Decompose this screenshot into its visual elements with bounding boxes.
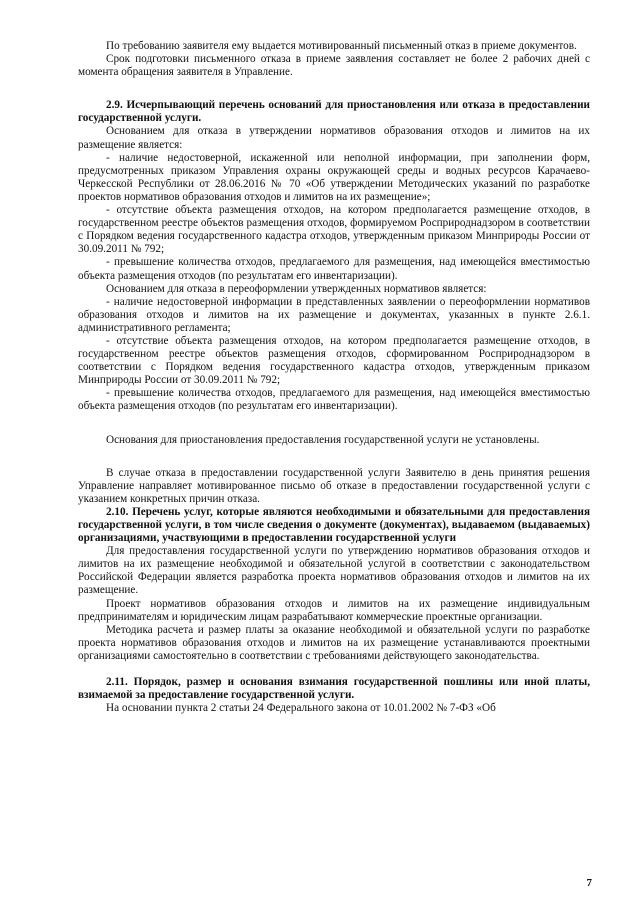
paragraph-refusal-deadline: Срок подготовки письменного отказа в приеме заявления составляет не более 2 рабочих дней с момента обращения заявителя в Управление. xyxy=(78,53,590,79)
paragraph-fee-method: Методика расчета и размер платы за оказание необходимой и обязательной услуги по разработке проекта нормативов образования отходов и лимитов на их размещение устанавливаются проектными организациями самостоятельно в соответствии с требованиями действующего законодательства. xyxy=(78,623,590,662)
paragraph-refusal-letter: В случае отказа в предоставлении государственной услуги Заявителю в день принятия решения Управление направляет мотивированное письмо об отказе в предоставлении государственной услуги с указанием конкретных причин отказа. xyxy=(78,466,590,505)
list-item-unreliable-info: - наличие недостоверной, искаженной или неполной информации, при заполнении форм, предусмотренных приказом Управления охраны окружающей среды и водных ресурсов Карачаево-Черкесской Республики от 28.06.2016 № 70 «Об утверждении Методических указаний по разработке проектов нормативов образования отходов и лимитов на их размещение»; xyxy=(78,151,590,203)
list-item-capacity-exceeded: - превышение количества отходов, предлагаемого для размещения, над имеющейся вместимостью объекта размещения отходов (по результатам его инвентаризации). xyxy=(78,256,590,282)
paragraph-project-developers: Проект нормативов образования отходов и лимитов на их размещение индивидуальным предпринимателям и юридическим лицам разрабатывают коммерческие проектные организации. xyxy=(78,597,590,623)
paragraph-reissue-grounds: Основанием для отказа в переоформлении утвержденных нормативов является: xyxy=(106,282,487,295)
list-item-reissue-unreliable: - наличие недостоверной информации в представленных заявлении о переоформлении нормативов образования отходов и лимитов на их размещение и документах, указанных в пункте 2.6.1. административного регламента; xyxy=(78,295,590,334)
list-item-reissue-no-object: - отсутствие объекта размещения отходов, на котором предполагается размещение отходов, в государственном реестре объектов размещения отходов, сформированном Росприроднадзором в соответствии с Порядком ведения государственного кадастра отходов, утвержденным приказом Минприроды России от 30.09.2011 № 792; xyxy=(78,334,590,387)
page-number: 7 xyxy=(586,877,592,889)
paragraph-no-suspension: Основания для приостановления предоставления государственной услуги не установлены. xyxy=(106,433,540,446)
list-item-no-object: - отсутствие объекта размещения отходов, на котором предполагается размещение отходов, в государственном реестре объектов размещения отходов, формируемом Росприроднадзором в соответствии с Порядком ведения государственного кадастра отходов, утвержденным приказом Минприроды России от 30.09.2011 № 792; xyxy=(78,204,590,256)
heading-2-11: 2.11. Порядок, размер и основания взимания государственной пошлины или иной платы, взимаемой за предоставление государственной услуги. xyxy=(78,676,590,702)
heading-2-9: 2.9. Исчерпывающий перечень оснований для приостановления или отказа в предоставлении государственной услуги. xyxy=(78,99,590,125)
list-item-reissue-capacity: - превышение количества отходов, предлагаемого для размещения, над имеющейся вместимостью объекта размещения отходов (по результатам его инвентаризации). xyxy=(78,387,590,413)
paragraph-required-service: Для предоставления государственной услуги по утверждению нормативов образования отходов и лимитов на их размещение необходимой и обязательной услугой в соответствии с законодательством Российской Федерации является разработка проекта нормативов образования отходов и лимитов на их размещение. xyxy=(78,545,590,597)
paragraph-federal-law: На основании пункта 2 статьи 24 Федерального закона от 10.01.2002 № 7-ФЗ «Об xyxy=(106,702,496,715)
paragraph-refusal-written: По требованию заявителя ему выдается мотивированный письменный отказ в приеме документов. xyxy=(106,40,577,52)
heading-2-10: 2.10. Перечень услуг, которые являются необходимыми и обязательными для предоставления государственной услуги, в том числе сведения о документе (документах), выдаваемом (выдаваемых) организациями, участвующими в предоставлении государственной услуги xyxy=(78,505,590,545)
paragraph-refusal-grounds: Основанием для отказа в утверждении нормативов образования отходов и лимитов на их размещение является: xyxy=(78,125,590,151)
